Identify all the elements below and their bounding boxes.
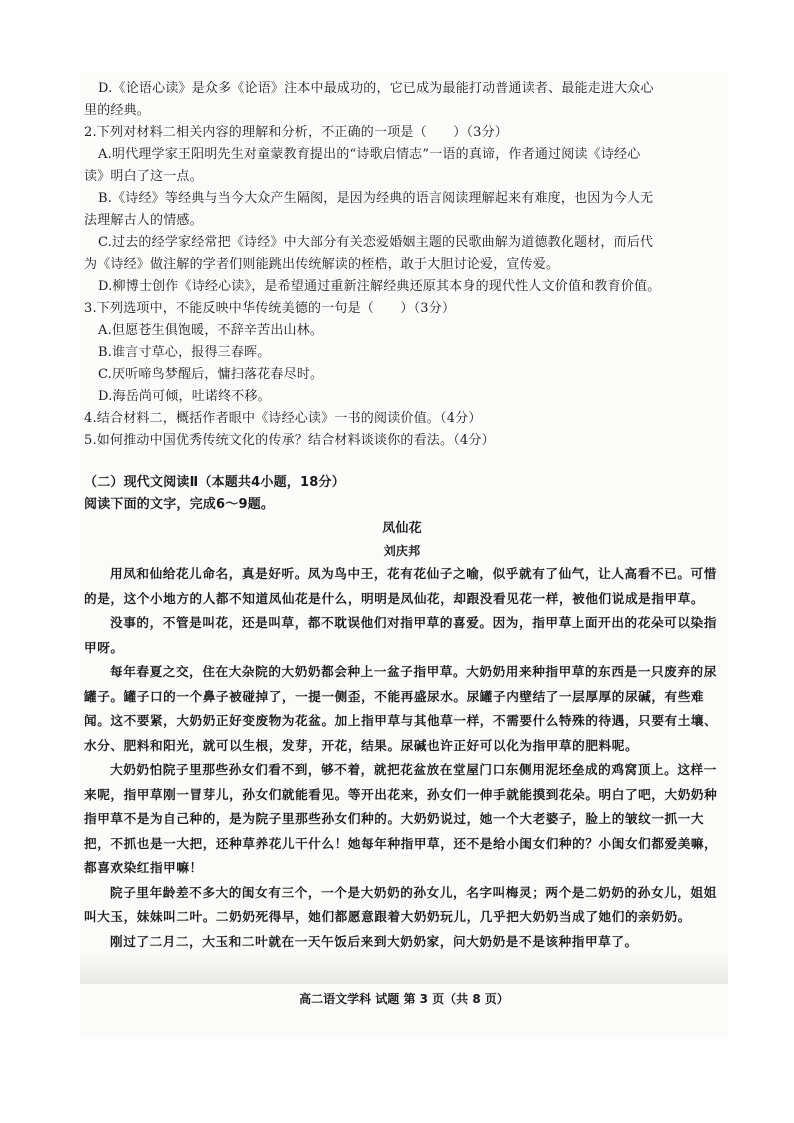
q2-option-d: D.柳博士创作《诗经心读》，是希望通过重新注解经典还原其本身的现代性人文价值和教育价值。 [98, 279, 661, 294]
question-5: 5.如何推动中国优秀传统文化的传承？结合材料谈谈你的看法。（4分） [84, 433, 495, 448]
story-paragraph: 每年春夏之交，住在大杂院的大奶奶都会种上一盆子指甲草。大奶奶用来种指甲草的东西是一只废弃的尿罐子。罐子口的一个鼻子被碰掉了，一提一侧歪，不能再盛尿水。尿罐子内壁结了一层厚厚的尿碱，有些难闻。这不要紧，大奶奶正好变废物为花盆。加上指甲草与其他草一样，不需要什么特殊的待遇，只要有土壤、水分、肥料和阳光，就可以生根，发芽，开花，结果。尿碱也许正好可以化为指甲草的肥料呢。 [84, 664, 718, 753]
story-body [84, 562, 720, 954]
spacer [84, 452, 720, 472]
story-paragraph: 用凤和仙给花儿命名，真是好听。凤为鸟中王，花有花仙子之喻，似乎就有了仙气，让人高看不已。可惜的是，这个小地方的人都不知道凤仙花是什么，明明是凤仙花，却跟没看见花一样，被他们说成是指甲草。 [84, 566, 717, 606]
question-3: 3.下列选项中，不能反映中华传统美德的一句是（ ）（3分） [84, 301, 456, 316]
page-footer: 高二语文学科 试题 第 3 页（共 8 页） [299, 992, 509, 1006]
story-author: 刘庆邦 [383, 544, 421, 558]
story-paragraph: 没事的，不管是叫花，还是叫草，都不耽误他们对指甲草的喜爱。因为，指甲草上面开出的花朵可以染指甲呀。 [84, 615, 717, 655]
section-instruction: 阅读下面的文字，完成6～9题。 [84, 497, 275, 512]
q3-option-b: B.谁言寸草心，报得三春晖。 [98, 345, 271, 360]
q2-option-b-line1: B.《诗经》等经典与当今大众产生隔阂，是因为经典的语言阅读理解起来有难度，也因为今人无 [98, 191, 654, 206]
page-content [84, 78, 720, 954]
q2-option-c-line1: C.过去的经学家经常把《诗经》中大部分有关恋爱婚姻主题的民歌曲解为道德教化题材，而后代 [98, 235, 654, 250]
exam-page [80, 72, 728, 1037]
story-paragraph: 院子里年龄差不多大的闺女有三个，一个是大奶奶的孙女儿，名字叫梅灵；两个是二奶奶的孙女儿，姐姐叫大玉，妹妹叫二叶。二奶奶死得早，她们都愿意跟着大奶奶玩儿，几乎把大奶奶当成了她们的亲奶奶。 [84, 884, 717, 924]
q3-option-d: D.海岳尚可倾，吐诺终不移。 [98, 389, 271, 404]
question-2: 2.下列对材料二相关内容的理解和分析，不正确的一项是（ ）（3分） [84, 125, 508, 140]
scan-shadow [80, 952, 728, 984]
q2-option-b-line2: 法理解古人的情感。 [84, 213, 203, 228]
q2-option-a-line2: 读》明白了这一点。 [84, 169, 203, 184]
q2-option-c-line2: 为《诗经》做注解的学者们则能跳出传统解读的桎梏，敢于大胆讨论爱，宣传爱。 [84, 257, 560, 272]
story-paragraph: 刚过了二月二，大玉和二叶就在一天午饭后来到大奶奶家，问大奶奶是不是该种指甲草了。 [110, 933, 638, 949]
q3-option-a: A.但愿苍生俱饱暖，不辞辛苦出山林。 [98, 323, 324, 338]
q3-option-c: C.厌听啼鸟梦醒后，慵扫落花春尽时。 [98, 367, 324, 382]
q1-option-d-line2: 里的经典。 [84, 103, 151, 118]
story-title: 凤仙花 [382, 521, 422, 536]
story-paragraph: 大奶奶怕院子里那些孙女们看不到，够不着，就把花盆放在堂屋门口东侧用泥坯垒成的鸡窝顶上。这样一来呢，指甲草刚一冒芽儿，孙女们就能看见。等开出花来，孙女们一伸手就能摸到花朵。明白了吧，大奶奶种指甲草不是为自己种的，是为院子里那些孙女们种的。大奶奶说过，她一个大老婆子，脸上的皱纹一抓一大把，不抓也是一大把，还种草养花儿干什么！她每年种指甲草，还不是给小闺女们种的？小闺女们都爱美嘛，都喜欢染红指甲嘛！ [84, 762, 718, 875]
question-4: 4.结合材料二，概括作者眼中《诗经心读》一书的阅读价值。（4分） [84, 411, 482, 426]
q2-option-a-line1: A.明代理学家王阳明先生对童蒙教育提出的“诗歌启情志”一语的真谛，作者通过阅读《诗经心 [98, 147, 641, 162]
section-heading: （二）现代文阅读Ⅱ（本题共4小题，18分） [84, 475, 345, 490]
q1-option-d-line1: D.《论语心读》是众多《论语》注本中最成功的，它已成为最能打动普通读者、最能走进大众心 [98, 81, 654, 96]
